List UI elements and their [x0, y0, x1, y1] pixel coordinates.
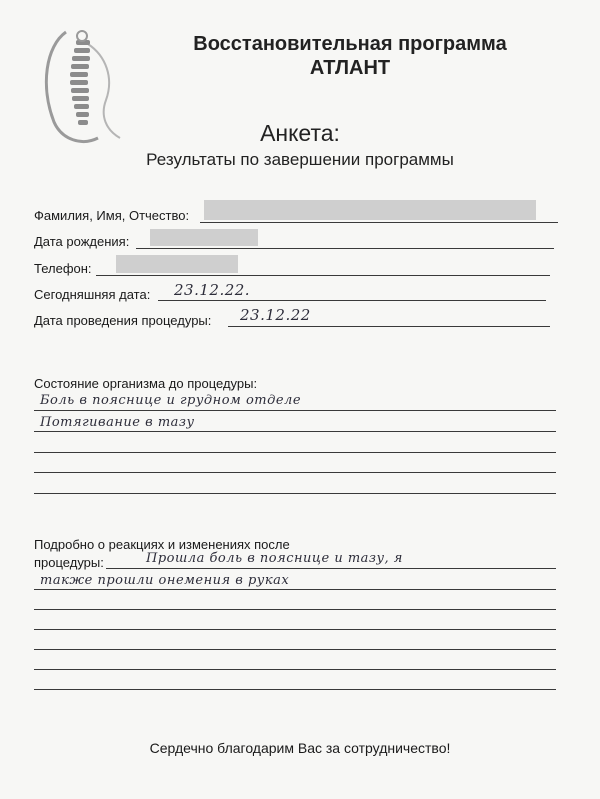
reactions-rule-4	[34, 629, 556, 630]
condition-rule-4	[34, 472, 556, 473]
form-title: Анкета:	[260, 120, 340, 146]
form-subtitle: Результаты по завершении программы	[146, 150, 454, 169]
reactions-rule-3	[34, 609, 556, 610]
condition-rule-2	[34, 431, 556, 432]
condition-before-line2: Потягивание в тазу	[40, 415, 195, 430]
reactions-rule-7	[34, 689, 556, 690]
today-date-label: Сегодняшняя дата:	[34, 287, 151, 302]
condition-before-label: Состояние организма до процедуры:	[34, 376, 258, 391]
reactions-label-line2: процедуры:	[34, 555, 104, 570]
condition-before-line1: Боль в пояснице и грудном отделе	[40, 393, 302, 408]
phone-label: Телефон:	[34, 261, 92, 276]
condition-rule-3	[34, 452, 556, 453]
condition-rule-1	[34, 410, 556, 411]
reactions-line2: также прошли онемения в руках	[40, 573, 290, 588]
thanks-footer: Сердечно благодарим Вас за сотрудничество!	[149, 740, 451, 756]
reactions-line1: Прошла боль в пояснице и тазу, я	[146, 551, 403, 566]
phone-line	[96, 275, 550, 276]
procedure-date-label: Дата проведения процедуры:	[34, 313, 212, 328]
full-name-line	[200, 222, 558, 223]
today-date-value: 23.12.22.	[174, 281, 251, 299]
procedure-date-line	[228, 326, 550, 327]
reactions-rule-5	[34, 649, 556, 650]
reactions-rule-2	[34, 589, 556, 590]
full-name-label: Фамилия, Имя, Отчество:	[34, 208, 190, 223]
phone-redaction	[116, 255, 238, 273]
today-date-line	[158, 300, 546, 301]
condition-rule-5	[34, 493, 556, 494]
reactions-label-line1: Подробно о реакциях и изменениях после	[34, 537, 290, 552]
reactions-rule-1	[106, 568, 556, 569]
reactions-rule-6	[34, 669, 556, 670]
program-title-line1: Восстановительная программа	[193, 33, 507, 55]
birth-date-redaction	[150, 229, 258, 246]
full-name-redaction	[204, 200, 536, 220]
procedure-date-value: 23.12.22	[240, 306, 311, 324]
program-title	[140, 32, 560, 80]
birth-date-line	[136, 248, 554, 249]
program-title-line2: АТЛАНТ	[309, 57, 391, 79]
birth-date-label: Дата рождения:	[34, 234, 130, 249]
